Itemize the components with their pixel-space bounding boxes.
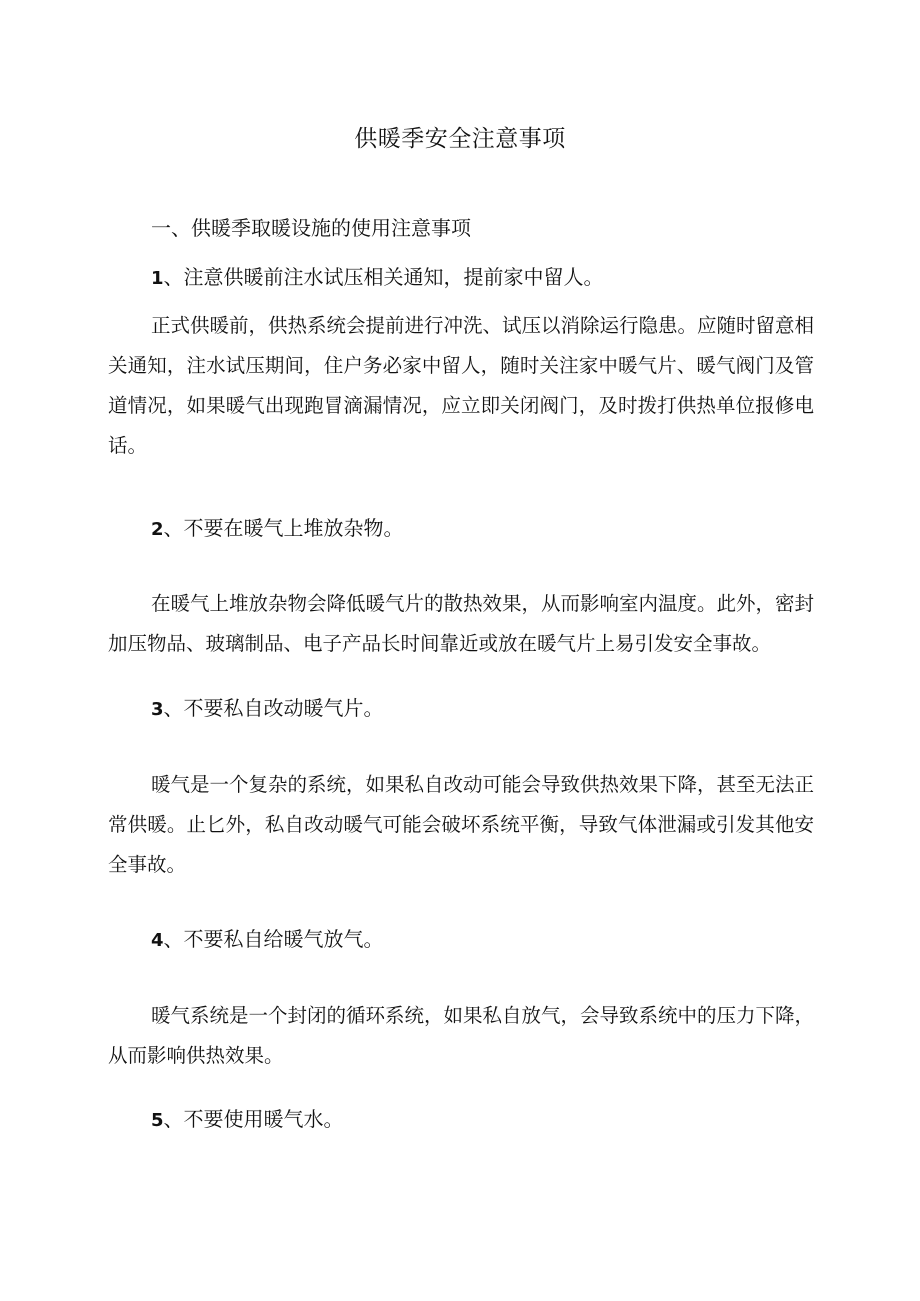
- item-number: 3: [151, 699, 164, 720]
- item-heading-text: 、不要私自给暖气放气。: [163, 927, 384, 951]
- section-heading: 一、供暖季取暖设施的使用注意事项: [151, 216, 471, 240]
- item-body: 在暖气上堆放杂物会降低暖气片的散热效果，从而影响室内温度。此外，密封加压物品、玻璃制品、电子产品长时间靠近或放在暖气片上易引发安全事故。: [108, 592, 815, 655]
- item-number: 2: [151, 519, 164, 540]
- item-body: 正式供暖前，供热系统会提前进行冲洗、试压以消除运行隐患。应随时留意相关通知，注水试压期间，住户务必家中留人，随时关注家中暖气片、暖气阀门及管道情况，如果暖气出现跑冒滴漏情况，应立即关闭阀门，及时拨打供热单位报修电话。: [108, 314, 815, 457]
- item-number: 4: [151, 930, 164, 951]
- item-heading-text: 、不要使用暖气水。: [163, 1107, 344, 1131]
- item-body: 暖气是一个复杂的系统，如果私自改动可能会导致供热效果下降，甚至无法正常供暖。止匕外，私自改动暖气可能会破坏系统平衡，导致气体泄漏或引发其他安全事故。: [108, 773, 815, 876]
- item-heading: [151, 513, 404, 545]
- document-title: 供暖季安全注意事项: [354, 126, 566, 152]
- item-heading-text: 、不要私自改动暖气片。: [163, 696, 384, 720]
- item-heading-text: 、注意供暖前注水试压相关通知，提前家中留人。: [163, 265, 604, 289]
- item-heading: [151, 693, 384, 725]
- item-body: 暖气系统是一个封闭的循环系统，如果私自放气，会导致系统中的压力下降，从而影响供热效果。: [108, 1004, 815, 1067]
- item-heading: [151, 262, 604, 294]
- item-heading-text: 、不要在暖气上堆放杂物。: [163, 516, 404, 540]
- item-heading: [151, 1104, 344, 1136]
- item-number: 1: [151, 268, 164, 289]
- item-heading: [151, 924, 384, 956]
- item-number: 5: [151, 1110, 164, 1131]
